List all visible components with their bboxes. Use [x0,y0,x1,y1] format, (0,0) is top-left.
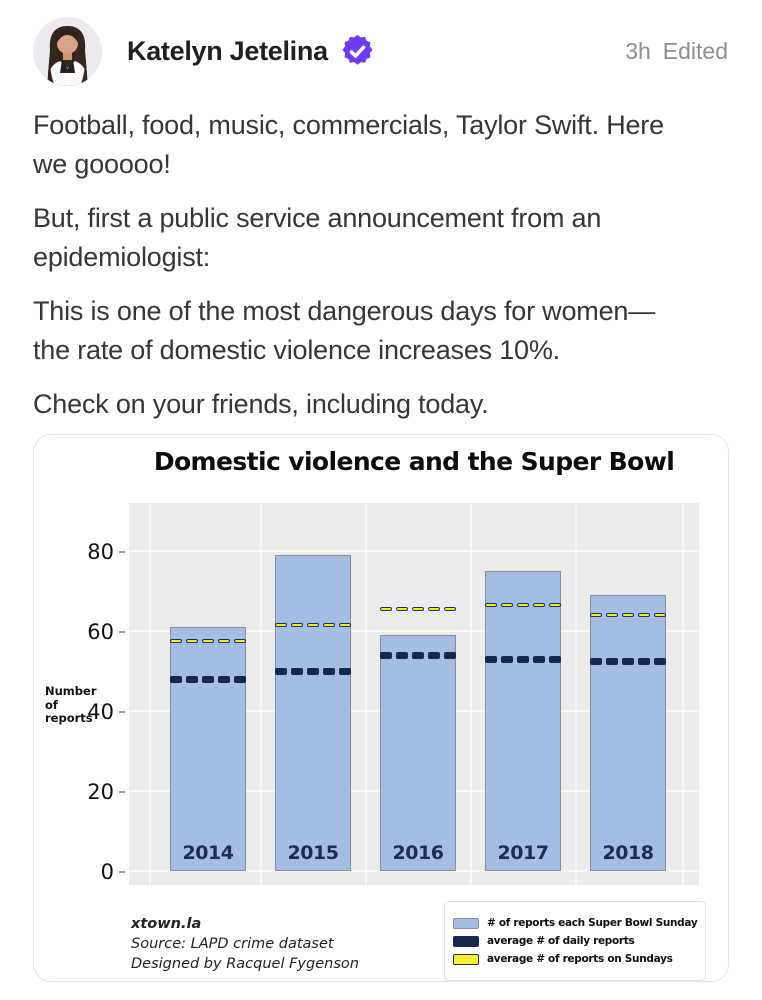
v-gridline [682,503,684,885]
y-tick-mark [119,551,125,553]
bar-year-label: 2018 [602,842,654,864]
timestamp-relative: 3h [625,38,651,64]
dash-row-2016 [380,605,456,613]
credit-designer: Designed by Racquel Fygenson [131,956,359,972]
y-tick-0 [88,860,125,884]
credit-site: xtown.la [131,916,202,932]
y-tick-mark [119,791,125,793]
v-gridline [575,503,577,885]
chart-title: Domestic violence and the Super Bowl [153,447,675,476]
avatar-image [33,17,102,86]
y-tick-value: 80 [87,540,114,564]
dash-row-2015 [275,621,351,629]
y-tick-value: 60 [87,620,114,644]
y-axis-label: Number of reports [45,684,97,725]
y-tick-value: 0 [100,860,114,884]
bar-2016 [380,635,456,871]
legend-label: average # of reports on Sundays [487,953,673,965]
post-timestamp [625,38,728,65]
y-tick-mark [119,711,125,713]
chart-image-card[interactable] [33,434,729,982]
v-gridline [365,503,367,885]
dash-row-2017 [485,601,561,609]
y-tick-value: 20 [87,780,114,804]
verified-badge-icon [339,33,376,70]
dash-row-2018 [590,611,666,619]
author-name[interactable]: Katelyn Jetelina [127,36,328,66]
legend-swatch-daily-avg [453,936,479,947]
dash-row-2014 [170,675,246,683]
y-tick-value: 40 [87,700,114,724]
y-tick-60 [87,620,125,644]
y-tick-mark [119,871,125,873]
bar-2017 [485,571,561,871]
dash-row-2018 [590,657,666,665]
dash-row-2017 [485,655,561,663]
bar-year-label: 2015 [287,842,339,864]
dash-row-2016 [380,651,456,659]
post-paragraph: Check on your friends, including today. [33,389,489,419]
avatar[interactable] [33,17,102,86]
post-paragraph: Football, food, music, commercials, Taylor Swift. Here we gooooo! [33,110,664,179]
legend-label: # of reports each Super Bowl Sunday [487,917,698,929]
legend-row [453,917,697,929]
legend-label: average # of daily reports [487,935,635,947]
v-gridline [470,503,472,885]
legend-row [453,935,697,947]
dash-row-2015 [275,667,351,675]
edited-label: Edited [662,38,728,64]
v-gridline [149,503,151,885]
dash-row-2014 [170,637,246,645]
bar-2015 [275,555,351,871]
chart-credits [131,914,359,974]
post-header [0,0,762,86]
bar-year-label: 2016 [392,842,444,864]
post-paragraph: This is one of the most dangerous days for women—the rate of domestic violence increases 10%. [33,296,656,365]
v-gridline [260,503,262,885]
y-tick-20 [87,780,125,804]
bar-year-label: 2017 [497,842,549,864]
h-gridline [129,550,699,552]
bar-2018 [590,595,666,871]
legend-swatch-bar [453,918,479,929]
post-body [33,106,691,424]
y-tick-40 [87,700,125,724]
y-axis [54,503,125,885]
y-tick-mark [119,631,125,633]
post-paragraph: But, first a public service announcement from an epidemiologist: [33,203,602,272]
bar-2014 [170,627,246,871]
legend-row [453,953,697,965]
bar-year-label: 2014 [182,842,234,864]
y-tick-80 [87,540,125,564]
credit-source: Source: LAPD crime dataset [131,936,334,952]
plot-area [129,503,699,885]
legend-swatch-sunday-avg [453,954,479,965]
chart-legend [444,901,706,981]
